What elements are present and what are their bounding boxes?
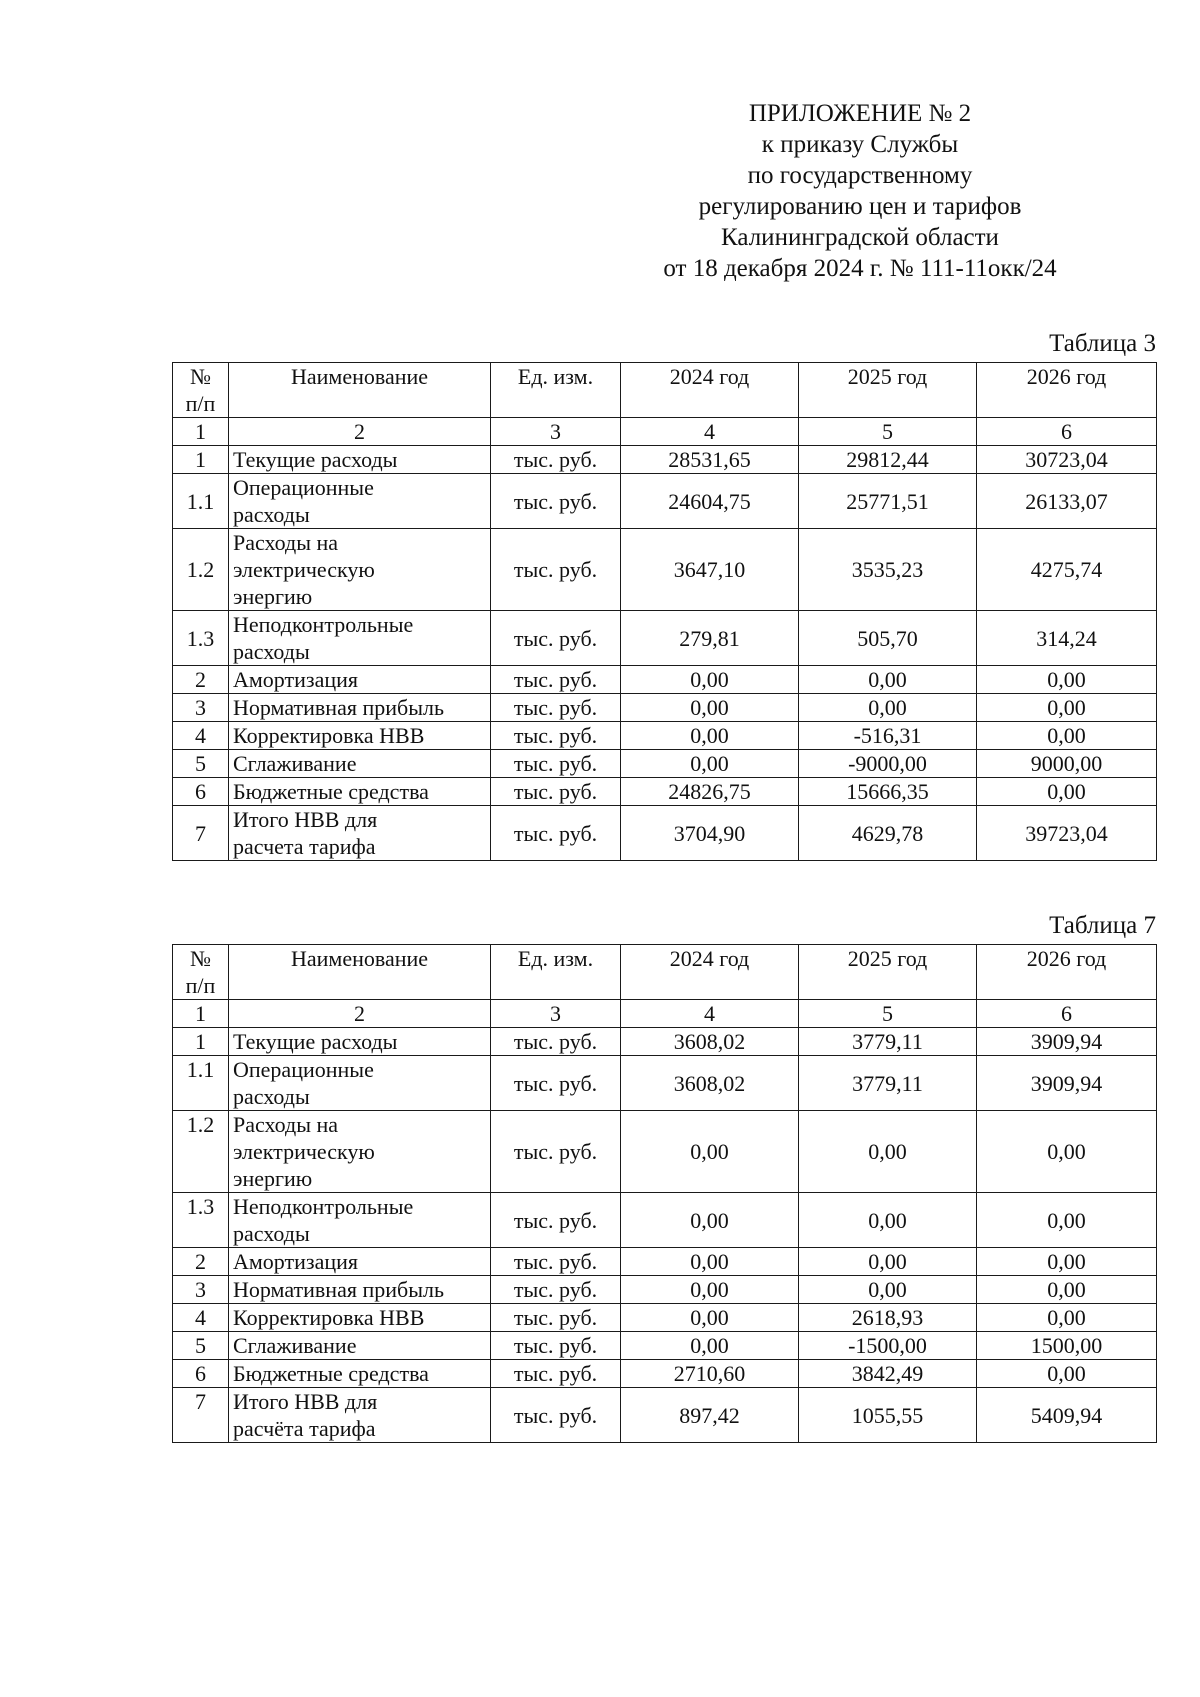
value-2026: 0,00 <box>977 694 1157 722</box>
table7-body <box>173 1028 1157 1443</box>
row-unit: тыс. руб. <box>491 722 621 750</box>
value-2025: 0,00 <box>799 1276 977 1304</box>
column-number: 5 <box>799 418 977 446</box>
value-2026: 0,00 <box>977 1111 1157 1193</box>
row-number: 6 <box>173 778 229 806</box>
row-unit: тыс. руб. <box>491 1276 621 1304</box>
value-2026: 0,00 <box>977 1248 1157 1276</box>
row-number: 7 <box>173 806 229 861</box>
header-cell: 2025 год <box>799 363 977 418</box>
row-number: 1.1 <box>173 1056 229 1111</box>
value-2024: 0,00 <box>621 1276 799 1304</box>
row-name: Итого НВВ для расчета тарифа <box>229 806 491 861</box>
value-2026: 0,00 <box>977 1193 1157 1248</box>
value-2025: -9000,00 <box>799 750 977 778</box>
row-number: 1.2 <box>173 529 229 611</box>
row-unit: тыс. руб. <box>491 778 621 806</box>
table3-body <box>173 446 1157 861</box>
value-2024: 0,00 <box>621 1111 799 1193</box>
header-line-2: к приказу Службы <box>761 131 959 158</box>
row-name: Нормативная прибыль <box>229 694 491 722</box>
column-number: 4 <box>621 418 799 446</box>
value-2025: 25771,51 <box>799 474 977 529</box>
value-2024: 279,81 <box>621 611 799 666</box>
row-number: 1.3 <box>173 611 229 666</box>
value-2024: 24826,75 <box>621 778 799 806</box>
row-unit: тыс. руб. <box>491 1304 621 1332</box>
value-2024: 0,00 <box>621 750 799 778</box>
table-row <box>173 722 1157 750</box>
row-name: Итого НВВ для расчёта тарифа <box>229 1388 491 1443</box>
table-row <box>173 806 1157 861</box>
column-number: 6 <box>977 1000 1157 1028</box>
row-name: Неподконтрольные расходы <box>229 1193 491 1248</box>
value-2024: 0,00 <box>621 1248 799 1276</box>
value-2025: -516,31 <box>799 722 977 750</box>
value-2025: -1500,00 <box>799 1332 977 1360</box>
row-number: 5 <box>173 1332 229 1360</box>
row-number: 2 <box>173 1248 229 1276</box>
row-number: 2 <box>173 666 229 694</box>
value-2026: 39723,04 <box>977 806 1157 861</box>
row-name: Корректировка НВВ <box>229 722 491 750</box>
value-2026: 26133,07 <box>977 474 1157 529</box>
table7-header-row <box>173 945 1157 1000</box>
row-unit: тыс. руб. <box>491 694 621 722</box>
table-row <box>173 529 1157 611</box>
table-row <box>173 1028 1157 1056</box>
header-cell: 2026 год <box>977 945 1157 1000</box>
value-2024: 3608,02 <box>621 1056 799 1111</box>
row-name: Корректировка НВВ <box>229 1304 491 1332</box>
header-cell: № п/п <box>173 363 229 418</box>
row-name: Бюджетные средства <box>229 1360 491 1388</box>
row-number: 1 <box>173 1028 229 1056</box>
value-2026: 314,24 <box>977 611 1157 666</box>
row-number: 3 <box>173 694 229 722</box>
table-row <box>173 1304 1157 1332</box>
row-unit: тыс. руб. <box>491 666 621 694</box>
row-name: Расходы на электрическую энергию <box>229 529 491 611</box>
column-number: 1 <box>173 418 229 446</box>
row-number: 1 <box>173 446 229 474</box>
row-number: 5 <box>173 750 229 778</box>
row-number: 3 <box>173 1276 229 1304</box>
value-2026: 0,00 <box>977 1304 1157 1332</box>
header-cell: № п/п <box>173 945 229 1000</box>
row-unit: тыс. руб. <box>491 1248 621 1276</box>
value-2024: 897,42 <box>621 1388 799 1443</box>
table-row <box>173 694 1157 722</box>
header-line-4: регулированию цен и тарифов <box>698 193 1022 220</box>
header-cell: 2024 год <box>621 363 799 418</box>
table3-number-row <box>173 418 1157 446</box>
header-title: ПРИЛОЖЕНИЕ № 2 <box>748 100 972 127</box>
column-number: 6 <box>977 418 1157 446</box>
row-name: Амортизация <box>229 1248 491 1276</box>
value-2026: 5409,94 <box>977 1388 1157 1443</box>
value-2026: 0,00 <box>977 666 1157 694</box>
value-2026: 0,00 <box>977 778 1157 806</box>
value-2025: 0,00 <box>799 694 977 722</box>
value-2024: 0,00 <box>621 1193 799 1248</box>
table-row <box>173 474 1157 529</box>
row-name: Амортизация <box>229 666 491 694</box>
table-row <box>173 666 1157 694</box>
value-2024: 3608,02 <box>621 1028 799 1056</box>
value-2025: 29812,44 <box>799 446 977 474</box>
row-unit: тыс. руб. <box>491 1111 621 1193</box>
value-2025: 1055,55 <box>799 1388 977 1443</box>
row-unit: тыс. руб. <box>491 529 621 611</box>
value-2025: 505,70 <box>799 611 977 666</box>
value-2024: 2710,60 <box>621 1360 799 1388</box>
row-unit: тыс. руб. <box>491 750 621 778</box>
column-number: 3 <box>491 418 621 446</box>
value-2024: 24604,75 <box>621 474 799 529</box>
header-cell: 2026 год <box>977 363 1157 418</box>
table-row <box>173 1193 1157 1248</box>
header-cell: 2025 год <box>799 945 977 1000</box>
row-number: 7 <box>173 1388 229 1443</box>
value-2026: 3909,94 <box>977 1056 1157 1111</box>
table-row <box>173 1276 1157 1304</box>
column-number: 1 <box>173 1000 229 1028</box>
value-2025: 4629,78 <box>799 806 977 861</box>
table7-number-row <box>173 1000 1157 1028</box>
row-unit: тыс. руб. <box>491 1360 621 1388</box>
value-2026: 0,00 <box>977 1360 1157 1388</box>
column-number: 5 <box>799 1000 977 1028</box>
value-2024: 0,00 <box>621 694 799 722</box>
header-line-5: Калининградской области <box>721 224 999 251</box>
row-unit: тыс. руб. <box>491 446 621 474</box>
value-2024: 3704,90 <box>621 806 799 861</box>
table-row <box>173 446 1157 474</box>
row-unit: тыс. руб. <box>491 611 621 666</box>
header-line-3: по государственному <box>747 162 973 189</box>
row-number: 4 <box>173 1304 229 1332</box>
table-row <box>173 750 1157 778</box>
header-cell: 2024 год <box>621 945 799 1000</box>
row-unit: тыс. руб. <box>491 1332 621 1360</box>
document-header <box>600 98 1200 284</box>
table7-caption: Таблица 7 <box>1049 912 1156 939</box>
column-number: 2 <box>229 1000 491 1028</box>
row-name: Бюджетные средства <box>229 778 491 806</box>
value-2025: 3779,11 <box>799 1056 977 1111</box>
value-2024: 28531,65 <box>621 446 799 474</box>
table3-header-row <box>173 363 1157 418</box>
value-2026: 9000,00 <box>977 750 1157 778</box>
value-2025: 3779,11 <box>799 1028 977 1056</box>
row-name: Сглаживание <box>229 1332 491 1360</box>
header-cell: Наименование <box>229 363 491 418</box>
table-7 <box>172 944 1157 1443</box>
row-name: Операционные расходы <box>229 474 491 529</box>
row-number: 1.1 <box>173 474 229 529</box>
header-cell: Ед. изм. <box>491 363 621 418</box>
table-3 <box>172 362 1157 861</box>
table-row <box>173 1111 1157 1193</box>
row-name: Текущие расходы <box>229 446 491 474</box>
row-number: 6 <box>173 1360 229 1388</box>
row-unit: тыс. руб. <box>491 474 621 529</box>
value-2026: 1500,00 <box>977 1332 1157 1360</box>
row-name: Текущие расходы <box>229 1028 491 1056</box>
row-unit: тыс. руб. <box>491 1193 621 1248</box>
row-name: Нормативная прибыль <box>229 1276 491 1304</box>
table-row <box>173 1056 1157 1111</box>
row-number: 1.3 <box>173 1193 229 1248</box>
value-2024: 0,00 <box>621 666 799 694</box>
row-unit: тыс. руб. <box>491 1388 621 1443</box>
value-2026: 3909,94 <box>977 1028 1157 1056</box>
row-unit: тыс. руб. <box>491 1056 621 1111</box>
column-number: 4 <box>621 1000 799 1028</box>
value-2026: 0,00 <box>977 1276 1157 1304</box>
value-2026: 0,00 <box>977 722 1157 750</box>
header-cell: Ед. изм. <box>491 945 621 1000</box>
value-2024: 0,00 <box>621 722 799 750</box>
value-2025: 0,00 <box>799 1248 977 1276</box>
value-2024: 0,00 <box>621 1332 799 1360</box>
table-row <box>173 611 1157 666</box>
value-2026: 4275,74 <box>977 529 1157 611</box>
value-2025: 2618,93 <box>799 1304 977 1332</box>
row-name: Неподконтрольные расходы <box>229 611 491 666</box>
value-2025: 0,00 <box>799 1193 977 1248</box>
value-2024: 3647,10 <box>621 529 799 611</box>
value-2025: 3535,23 <box>799 529 977 611</box>
value-2025: 3842,49 <box>799 1360 977 1388</box>
value-2025: 0,00 <box>799 666 977 694</box>
row-number: 1.2 <box>173 1111 229 1193</box>
table-row <box>173 1248 1157 1276</box>
row-name: Сглаживание <box>229 750 491 778</box>
value-2025: 15666,35 <box>799 778 977 806</box>
column-number: 3 <box>491 1000 621 1028</box>
value-2024: 0,00 <box>621 1304 799 1332</box>
table-row <box>173 1332 1157 1360</box>
row-number: 4 <box>173 722 229 750</box>
table-row <box>173 1388 1157 1443</box>
value-2025: 0,00 <box>799 1111 977 1193</box>
column-number: 2 <box>229 418 491 446</box>
table3-caption: Таблица 3 <box>1049 330 1156 357</box>
header-line-6: от 18 декабря 2024 г. № 111-11окк/24 <box>663 255 1057 282</box>
row-name: Расходы на электрическую энергию <box>229 1111 491 1193</box>
value-2026: 30723,04 <box>977 446 1157 474</box>
row-unit: тыс. руб. <box>491 1028 621 1056</box>
row-unit: тыс. руб. <box>491 806 621 861</box>
table-row <box>173 778 1157 806</box>
row-name: Операционные расходы <box>229 1056 491 1111</box>
header-cell: Наименование <box>229 945 491 1000</box>
table-row <box>173 1360 1157 1388</box>
